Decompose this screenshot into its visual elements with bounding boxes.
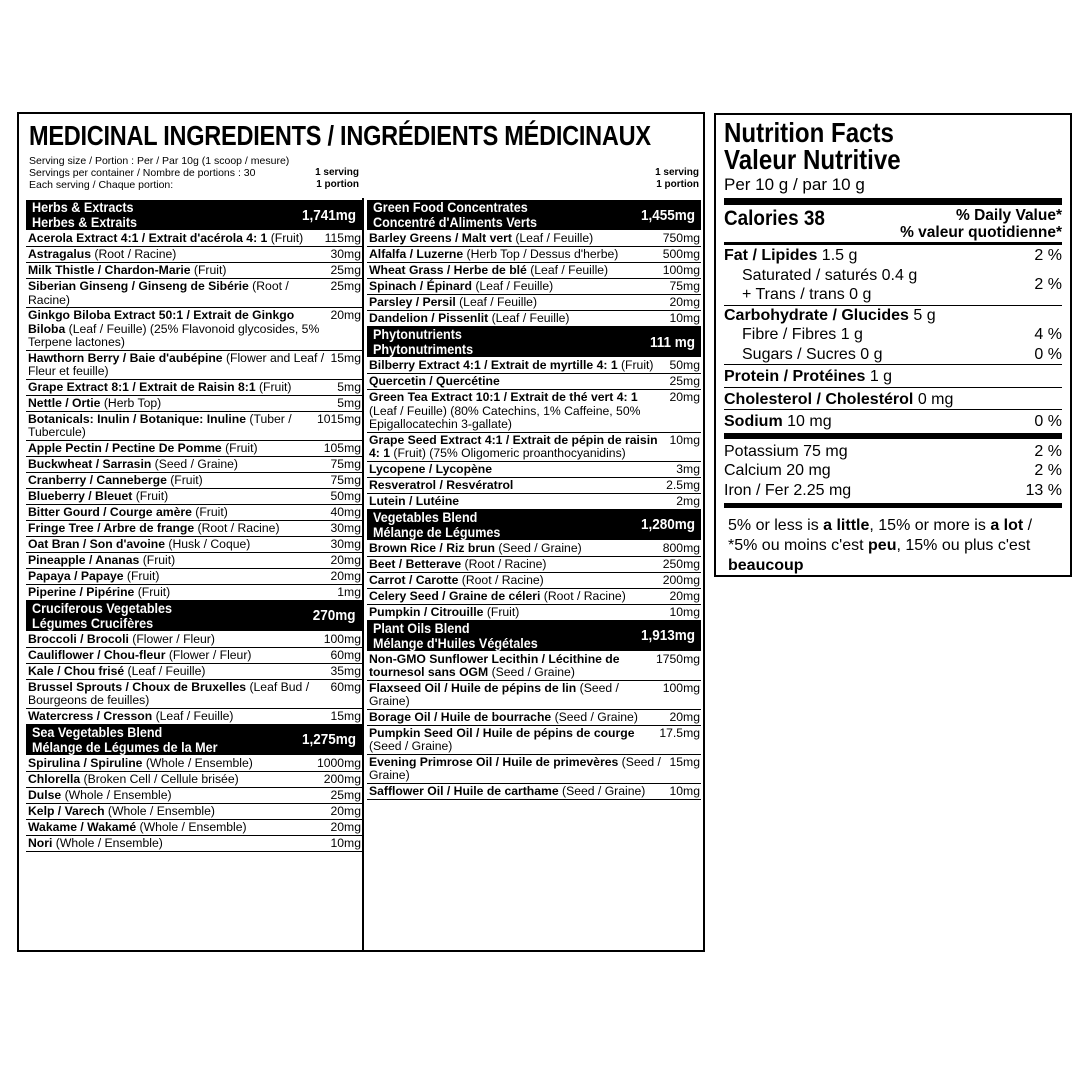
ingredient-amount: 1015mg	[316, 411, 361, 426]
ingredient-part: (Leaf / Feuille)	[471, 279, 554, 293]
ingredient-row	[26, 648, 362, 664]
ingredient-part: (Fruit)	[255, 379, 292, 394]
ingredient-name: Kelp / Varech	[28, 803, 105, 818]
ingredient-part: (Fruit)	[483, 604, 520, 619]
ingredient-row	[26, 680, 362, 709]
ingredient-amount: 20mg	[330, 803, 361, 818]
ingredient-part: (Leaf / Feuille)	[488, 311, 570, 325]
ingredient-amount: 60mg	[330, 679, 361, 694]
ingredient-part: (Leaf / Feuille)	[455, 295, 538, 309]
ingredient-part: (Leaf Bud / Bourgeons de feuilles)	[28, 679, 310, 707]
ingredient-name: Flaxseed Oil / Huile de pépins de lin	[369, 680, 577, 695]
ingredient-row	[26, 820, 362, 836]
ingredient-amount: 3mg	[676, 461, 700, 476]
ingredient-name: Pumpkin Seed Oil / Huile de pépins de courge	[369, 725, 635, 740]
iron-row: Iron / Fer 2.25 mg 13 %	[724, 481, 1062, 499]
ingredient-part: (Fruit)	[617, 358, 654, 372]
ingredient-row	[367, 374, 701, 390]
ingredient-row	[367, 755, 701, 784]
ingredient-part: (Seed / Graine)	[369, 754, 661, 782]
carbohydrate-row: Carbohydrate / Glucides 5 g	[724, 305, 1062, 326]
ingredient-part: (Leaf / Feuille)	[124, 663, 206, 678]
ingredients-column-left	[26, 200, 362, 852]
column-divider	[362, 198, 364, 950]
ingredient-name: Lycopene / Lycopène	[369, 461, 493, 476]
ingredient-row	[26, 489, 362, 505]
ingredient-part: (Root / Racine)	[461, 556, 547, 571]
ingredient-part: (Flower / Fleur)	[165, 647, 252, 662]
section-amount: 1,280mg	[640, 516, 695, 533]
ingredient-part: (Seed / Graine)	[369, 739, 453, 753]
daily-value-footnote: 5% or less is a little, 15% or more is a lot / *5% ou moins c'est peu, 15% ou plus c'est beaucoup	[728, 517, 1033, 574]
ingredient-amount: 100mg	[323, 631, 361, 646]
potassium-row: Potassium 75 mg 2 %	[724, 442, 1062, 460]
ingredient-part: (Whole / Ensemble)	[136, 819, 247, 834]
ingredient-row	[26, 380, 362, 396]
ingredient-part: (Broken Cell / Cellule brisée)	[80, 771, 239, 786]
ingredient-row	[26, 772, 362, 788]
ingredient-amount: 1mg	[337, 584, 361, 599]
ingredient-part: (Leaf / Feuille) (25% Flavonoid glycosides, 5% Terpene lactones)	[28, 321, 320, 349]
ingredient-row	[26, 247, 362, 263]
section-title-fr: Phytonutriments	[373, 341, 474, 357]
ingredient-name: Spinach / Épinard	[369, 279, 472, 293]
ingredient-name: Bilberry Extract 4:1 / Extrait de myrtille 4: 1	[369, 358, 618, 372]
section-amount: 1,455mg	[640, 206, 695, 224]
ingredient-part: (Root / Racine)	[28, 279, 289, 307]
fat-row: Fat / Lipides 1.5 g 2 %	[724, 247, 1062, 264]
nutrition-per: Per 10 g / par 10 g	[724, 175, 865, 194]
sat-trans-row: Saturated / saturés 0.4 g + Trans / trans 0 g 2 %	[742, 266, 1062, 303]
ingredient-part: (Fruit) (75% Oligomeric proanthocyanidins)	[390, 446, 626, 460]
ingredient-amount: 40mg	[330, 504, 361, 519]
ingredient-row	[26, 756, 362, 772]
ingredient-name: Oat Bran / Son d'avoine	[28, 536, 165, 551]
section-title-fr: Mélange de Légumes	[373, 523, 501, 540]
ingredient-name: Celery Seed / Graine de céleri	[369, 588, 541, 603]
ingredient-row	[26, 804, 362, 820]
ingredient-part: (Tuber / Tubercule)	[28, 411, 292, 439]
ingredient-name: Chlorella	[28, 771, 81, 786]
ingredient-part: (Seed / Graine)	[369, 680, 619, 708]
fibre-row: Fibre / Fibres 1 g 4 %	[742, 326, 1062, 343]
ingredient-row	[367, 652, 701, 681]
ingredient-amount: 20mg	[330, 568, 361, 583]
section-title-fr: Mélange d'Huiles Végétales	[373, 634, 538, 651]
ingredient-row	[367, 541, 701, 557]
ingredient-row	[367, 573, 701, 589]
ingredient-amount: 10mg	[330, 835, 361, 850]
ingredient-name: Dulse	[28, 787, 62, 802]
ingredient-amount: 5mg	[337, 379, 361, 394]
ingredient-name: Botanicals: Inulin / Botanique: Inuline	[28, 411, 247, 426]
ingredient-part: (Fruit)	[139, 552, 176, 567]
ingredient-row	[367, 247, 701, 263]
ingredient-row	[26, 788, 362, 804]
ingredient-row	[367, 279, 701, 295]
ingredient-name: Beet / Betterave	[369, 556, 462, 571]
ingredient-name: Wakame / Wakamé	[28, 819, 137, 834]
ingredient-row	[367, 589, 701, 605]
ingredient-part: (Seed / Graine)	[151, 456, 238, 471]
ingredient-row	[367, 726, 701, 755]
ingredient-part: (Leaf / Feuille)	[511, 231, 594, 245]
ingredient-amount: 20mg	[669, 295, 700, 309]
ingredients-column-right	[367, 200, 701, 800]
ingredient-amount: 50mg	[330, 488, 361, 503]
ingredient-amount: 30mg	[330, 536, 361, 551]
ingredient-row	[26, 308, 362, 351]
ingredient-row	[26, 396, 362, 412]
ingredient-row	[26, 457, 362, 473]
ingredient-part: (Root / Racine)	[458, 572, 544, 587]
ingredient-amount: 30mg	[330, 520, 361, 535]
ingredient-amount: 100mg	[662, 680, 700, 695]
section-amount: 270mg	[313, 607, 356, 624]
section-header	[367, 621, 701, 651]
ingredient-amount: 20mg	[330, 819, 361, 834]
ingredient-amount: 200mg	[662, 572, 700, 587]
ingredient-amount: 75mg	[330, 456, 361, 471]
section-title-fr: Mélange de Légumes de la Mer	[32, 738, 218, 755]
ingredient-amount: 10mg	[669, 311, 700, 325]
ingredient-amount: 60mg	[330, 647, 361, 662]
ingredient-part: (Whole / Ensemble)	[52, 835, 163, 850]
ingredient-part: (Fruit)	[267, 231, 304, 245]
ingredient-row	[367, 311, 701, 327]
ingredient-name: Non-GMO Sunflower Lecithin / Lécithine de tournesol sans OGM	[369, 651, 620, 679]
ingredient-part: (Seed / Graine)	[558, 783, 646, 798]
ingredient-name: Acerola Extract 4:1 / Extrait d'acérola 4: 1	[28, 231, 268, 245]
section-title: Phytonutrients	[373, 326, 462, 342]
ingredient-row	[26, 569, 362, 585]
ingredient-part: (Herb Top)	[100, 395, 162, 410]
servings-per-container: Servings per container / Nombre de portions : 30	[29, 167, 256, 179]
section-amount: 1,741mg	[301, 206, 356, 224]
ingredient-amount: 5mg	[337, 395, 361, 410]
ingredient-amount: 25mg	[669, 374, 700, 388]
ingredient-part: (Herb Top / Dessus d'herbe)	[463, 247, 619, 261]
ingredient-row	[26, 537, 362, 553]
ingredient-name: Brussel Sprouts / Choux de Bruxelles	[28, 679, 247, 694]
ingredient-part: (Fruit)	[191, 504, 228, 519]
medicinal-ingredients-panel	[17, 112, 705, 952]
ingredient-part: (Whole / Ensemble)	[104, 803, 215, 818]
section-amount: 111 mg	[649, 333, 695, 351]
ingredient-amount: 25mg	[330, 279, 361, 293]
ingredient-name: Borage Oil / Huile de bourrache	[369, 709, 552, 724]
ingredient-name: Buckwheat / Sarrasin	[28, 456, 152, 471]
ingredient-amount: 75mg	[669, 279, 700, 293]
ingredient-amount: 25mg	[330, 263, 361, 277]
ingredient-row	[367, 681, 701, 710]
ingredient-name: Nettle / Ortie	[28, 395, 101, 410]
ingredient-amount: 17.5mg	[659, 725, 700, 740]
ingredient-amount: 500mg	[662, 247, 700, 261]
ingredient-name: Kale / Chou frisé	[28, 663, 125, 678]
serving-size: Serving size / Portion : Per / Par 10g (1 scoop / mesure)	[29, 155, 290, 167]
section-title-fr: Concentré d'Aliments Verts	[373, 214, 538, 230]
ingredient-name: Watercress / Cresson	[28, 708, 153, 723]
ingredient-name: Hawthorn Berry / Baie d'aubépine	[28, 350, 223, 365]
ingredient-name: Piperine / Pipérine	[28, 584, 135, 599]
thick-divider-2	[724, 433, 1062, 439]
ingredient-name: Grape Seed Extract 4:1 / Extrait de pépin de raisin 4: 1	[369, 432, 658, 460]
ingredient-name: Alfalfa / Luzerne	[369, 247, 464, 261]
ingredient-amount: 2mg	[676, 493, 700, 508]
section-title-fr: Herbes & Extraits	[32, 214, 138, 230]
section-amount: 1,275mg	[301, 731, 356, 748]
ingredient-part: (Flower and Leaf / Fleur et feuille)	[28, 350, 325, 378]
ingredient-name: Fringe Tree / Arbre de frange	[28, 520, 195, 535]
ingredient-amount: 2.5mg	[666, 477, 700, 492]
ingredient-name: Dandelion / Pissenlit	[369, 311, 489, 325]
ingredient-row	[367, 433, 701, 462]
ingredient-name: Green Tea Extract 10:1 / Extrait de thé vert 4: 1	[369, 390, 638, 404]
section-amount: 1,913mg	[640, 627, 695, 644]
ingredient-name: Broccoli / Brocoli	[28, 631, 129, 646]
ingredient-amount: 10mg	[669, 783, 700, 798]
ingredient-name: Lutein / Lutéine	[369, 493, 460, 508]
ingredient-part: (Husk / Coque)	[165, 536, 251, 551]
ingredient-row	[26, 521, 362, 537]
ingredient-row	[26, 836, 362, 852]
ingredient-row	[26, 505, 362, 521]
ingredient-amount: 105mg	[323, 440, 361, 455]
ingredient-amount: 250mg	[662, 556, 700, 571]
ingredient-name: Ginkgo Biloba Extract 50:1 / Extrait de Ginkgo Biloba	[28, 308, 295, 336]
ingredient-part: (Root / Racine)	[91, 247, 177, 261]
ingredient-name: Astragalus	[28, 247, 91, 261]
ingredient-row	[367, 557, 701, 573]
ingredient-row	[26, 473, 362, 489]
ingredient-part: (Root / Racine)	[194, 520, 280, 535]
nutrition-title: Nutrition Facts	[724, 117, 894, 148]
serving-header-right: 1 serving 1 portion	[655, 167, 699, 190]
ingredient-part: (Leaf / Feuille)	[152, 708, 234, 723]
ingredient-row	[26, 263, 362, 279]
ingredient-part: (Seed / Graine)	[494, 540, 582, 555]
calcium-row: Calcium 20 mg 2 %	[724, 462, 1062, 479]
ingredient-amount: 20mg	[330, 308, 361, 322]
ingredient-part: (Fruit)	[221, 440, 258, 455]
medicinal-title: MEDICINAL INGREDIENTS / INGRÉDIENTS MÉDICINAUX	[29, 120, 651, 151]
section-title-fr: Légumes Crucifères	[32, 614, 154, 631]
section-title: Plant Oils Blend	[373, 619, 470, 636]
thick-divider-3	[724, 503, 1062, 508]
ingredient-row	[367, 784, 701, 800]
ingredient-row	[26, 632, 362, 648]
ingredient-amount: 800mg	[662, 540, 700, 555]
ingredient-name: Evening Primrose Oil / Huile de primevères	[369, 754, 619, 769]
ingredient-amount: 20mg	[669, 709, 700, 724]
ingredient-name: Cranberry / Canneberge	[28, 472, 167, 487]
ingredient-part: (Seed / Graine)	[488, 665, 575, 679]
ingredient-row	[367, 390, 701, 433]
ingredient-amount: 100mg	[662, 263, 700, 277]
section-header	[26, 725, 362, 755]
ingredient-row	[367, 295, 701, 311]
ingredient-part: (Leaf / Feuille)	[526, 263, 609, 277]
ingredient-amount: 15mg	[330, 708, 361, 723]
ingredient-row	[26, 709, 362, 725]
ingredient-row	[26, 412, 362, 441]
ingredient-amount: 35mg	[330, 663, 361, 678]
ingredient-name: Papaya / Papaye	[28, 568, 124, 583]
ingredient-name: Siberian Ginseng / Ginseng de Sibérie	[28, 279, 249, 293]
ingredient-amount: 25mg	[330, 787, 361, 802]
ingredient-amount: 75mg	[330, 472, 361, 487]
ingredient-name: Parsley / Persil	[369, 295, 456, 309]
ingredient-part: (Fruit)	[134, 584, 171, 599]
ingredient-row	[26, 585, 362, 601]
ingredient-name: Brown Rice / Riz brun	[369, 540, 495, 555]
ingredient-part: (Fruit)	[190, 263, 227, 277]
calories: Calories 38	[724, 207, 825, 230]
ingredient-amount: 750mg	[662, 231, 700, 245]
ingredient-row	[26, 279, 362, 308]
section-title: Vegetables Blend	[373, 508, 478, 525]
section-header	[367, 327, 701, 357]
nutrition-facts-panel	[714, 113, 1072, 577]
ingredient-part: (Leaf / Feuille) (80% Catechins, 1% Caffeine, 50% Epigallocatechin 3-gallate)	[369, 403, 641, 431]
ingredient-row	[367, 605, 701, 621]
ingredient-part: (Seed / Graine)	[551, 709, 638, 724]
ingredient-amount: 115mg	[324, 231, 361, 245]
ingredient-amount: 10mg	[669, 604, 700, 619]
daily-value-header: % Daily Value* % valeur quotidienne*	[900, 207, 1062, 241]
ingredient-row	[367, 358, 701, 374]
cholesterol-row: Cholesterol / Cholestérol 0 mg	[724, 387, 1062, 410]
ingredient-amount: 20mg	[669, 588, 700, 603]
ingredient-amount: 1750mg	[655, 651, 700, 666]
ingredient-amount: 50mg	[669, 358, 700, 372]
ingredient-name: Cauliflower / Chou-fleur	[28, 647, 166, 662]
section-header	[26, 601, 362, 631]
ingredient-amount: 30mg	[330, 247, 361, 261]
ingredient-name: Spirulina / Spiruline	[28, 755, 143, 770]
protein-row: Protein / Protéines 1 g	[724, 364, 1062, 387]
ingredient-row	[367, 231, 701, 247]
section-title: Cruciferous Vegetables	[32, 599, 173, 616]
ingredient-amount: 15mg	[330, 350, 361, 365]
divider	[724, 242, 1062, 245]
ingredient-row	[367, 710, 701, 726]
ingredient-name: Wheat Grass / Herbe de blé	[369, 263, 527, 277]
ingredient-name: Carrot / Carotte	[369, 572, 459, 587]
ingredient-row	[367, 263, 701, 279]
ingredient-part: (Whole / Ensemble)	[142, 755, 253, 770]
serving-header-left: 1 serving 1 portion	[315, 167, 359, 190]
section-header	[367, 200, 701, 230]
ingredient-amount: 1000mg	[316, 755, 361, 770]
ingredient-part: (Flower / Fleur)	[128, 631, 215, 646]
ingredient-row	[367, 478, 701, 494]
thick-divider	[724, 198, 1062, 205]
nutrition-title-fr: Valeur Nutritive	[724, 144, 901, 175]
section-header	[367, 510, 701, 540]
sugars-row: Sugars / Sucres 0 g 0 %	[742, 345, 1062, 363]
ingredient-name: Resveratrol / Resvératrol	[369, 477, 514, 492]
ingredient-name: Grape Extract 8:1 / Extrait de Raisin 8:1	[28, 379, 256, 394]
ingredient-amount: 10mg	[669, 432, 700, 447]
ingredient-part: (Fruit)	[123, 568, 160, 583]
ingredient-row	[26, 351, 362, 380]
sodium-row: Sodium 10 mg 0 %	[724, 409, 1062, 432]
ingredient-part: (Whole / Ensemble)	[61, 787, 172, 802]
ingredient-name: Milk Thistle / Chardon-Marie	[28, 263, 191, 277]
ingredient-part: (Root / Racine)	[540, 588, 626, 603]
ingredient-amount: 200mg	[323, 771, 361, 786]
ingredient-name: Nori	[28, 835, 53, 850]
ingredient-row	[367, 494, 701, 510]
ingredient-row	[26, 441, 362, 457]
ingredient-amount: 15mg	[669, 754, 700, 769]
ingredient-name: Quercetin / Quercétine	[369, 374, 500, 388]
ingredient-part: (Fruit)	[166, 472, 203, 487]
ingredient-row	[26, 553, 362, 569]
section-title: Sea Vegetables Blend	[32, 723, 163, 740]
ingredient-name: Safflower Oil / Huile de carthame	[369, 783, 559, 798]
ingredient-name: Pineapple / Ananas	[28, 552, 140, 567]
ingredient-part: (Fruit)	[132, 488, 169, 503]
section-title: Green Food Concentrates	[373, 199, 528, 215]
ingredient-name: Apple Pectin / Pectine De Pomme	[28, 440, 222, 455]
section-header	[26, 200, 362, 230]
section-title: Herbs & Extracts	[32, 199, 134, 215]
each-serving: Each serving / Chaque portion:	[29, 179, 174, 191]
ingredient-name: Bitter Gourd / Courge amère	[28, 504, 192, 519]
ingredient-name: Barley Greens / Malt vert	[369, 231, 512, 245]
ingredient-amount: 20mg	[669, 390, 700, 404]
ingredient-row	[26, 231, 362, 247]
calories-row	[724, 207, 1062, 241]
ingredient-amount: 20mg	[330, 552, 361, 567]
ingredient-row	[26, 664, 362, 680]
ingredient-row	[367, 462, 701, 478]
ingredient-name: Blueberry / Bleuet	[28, 488, 133, 503]
ingredient-name: Pumpkin / Citrouille	[369, 604, 484, 619]
